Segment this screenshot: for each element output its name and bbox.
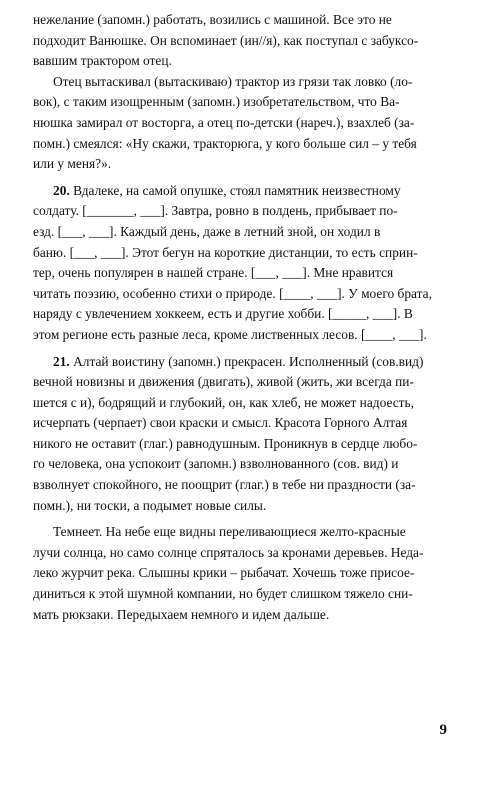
paragraph-continuation — [33, 10, 447, 72]
text-line: Отец вытаскивал (вытаскиваю) трактор из грязи так ловко (ло- — [53, 73, 413, 89]
paragraph-father — [33, 72, 447, 175]
text-line: солдату. [_______, ___]. Завтра, ровно в полдень, прибывает по- — [33, 203, 398, 219]
text-line: баню. [___, ___]. Этот бегун на короткие дистанции, то есть сприн- — [33, 244, 418, 260]
text-line: нюшка замирал от восторга, а отец по-детски (нареч.), взахлеб (за- — [33, 114, 415, 130]
text-line: диниться к этой шумной компании, но будет слишком тяжело сни- — [33, 586, 413, 602]
text-line: тер, очень популярен в нашей стране. [___, ___]. Мне нравится — [33, 265, 394, 281]
text-line: вечной новизны и движения (двигать), живой (жить, жи всегда пи- — [33, 374, 414, 390]
exercise-number: 20. — [53, 182, 70, 198]
text-line: Темнеет. На небе еще видны переливающиеся желто-красные — [53, 524, 406, 540]
text-line: вок), с таким изощренным (запомн.) изобретательством, что Ва- — [33, 94, 400, 110]
text-line: помн.) смеялся: «Ну скажи, тракторюга, у кого больше сил – у тебя — [33, 135, 417, 151]
text-line: шется с и), бодрящий и глубокий, он, как хлеб, не может надоесть, — [33, 394, 414, 410]
text-line: вавшим трактором отец. — [33, 53, 172, 69]
text-line: этом регионе есть разные леса, кроме лиственных лесов. [____, ___]. — [33, 326, 427, 342]
text-line: мать рюкзаки. Передыхаем немного и идем дальше. — [33, 606, 330, 622]
text-line: или у меня?». — [33, 156, 112, 172]
text-line: подходит Ванюшке. Он вспоминает (ин//я), как поступал с забуксо- — [33, 32, 419, 48]
text-line: никого не оставит (глаг.) равнодушным. Проникнув в сердце любо- — [33, 435, 418, 451]
text-line: взволнует спокойного, не поощрит (глаг.) в тебе ни праздности (за- — [33, 477, 416, 493]
page-number: 9 — [439, 722, 447, 738]
text-line: езд. [___, ___]. Каждый день, даже в летний зной, он ходил в — [33, 223, 381, 239]
text-line: Вдалеке, на самой опушке, стоял памятник неизвестному — [73, 182, 401, 198]
text-line: нежелание (запомн.) работать, возились с машиной. Все это не — [33, 12, 392, 27]
text-line: го человека, она успокоит (запомн.) взволнованного (сов. вид) и — [33, 456, 399, 472]
text-line: читать поэзию, особенно стихи о природе. [____, ___]. У моего брата, — [33, 285, 432, 301]
text-line: леко журчит река. Слышны крики – рыбачат. Хочешь тоже присое- — [33, 565, 415, 581]
text-line: помн.), ни тоски, а подымет новые силы. — [33, 497, 267, 513]
exercise-number: 21. — [53, 353, 70, 369]
exercise-20 — [33, 181, 447, 346]
paragraph-evening — [33, 522, 447, 625]
text-line: исчерпать (черпает) свои краски и смысл. Красота Горного Алтая — [33, 415, 408, 431]
text-line: Алтай воистину (запомн.) прекрасен. Исполненный (сов.вид) — [73, 353, 424, 369]
exercise-21 — [33, 352, 447, 517]
text-line: лучи солнца, но само солнце спряталось за кронами деревьев. Неда- — [33, 544, 424, 560]
text-line: наряду с увлечением хоккеем, есть и другие хобби. [_____, ___]. В — [33, 306, 413, 322]
